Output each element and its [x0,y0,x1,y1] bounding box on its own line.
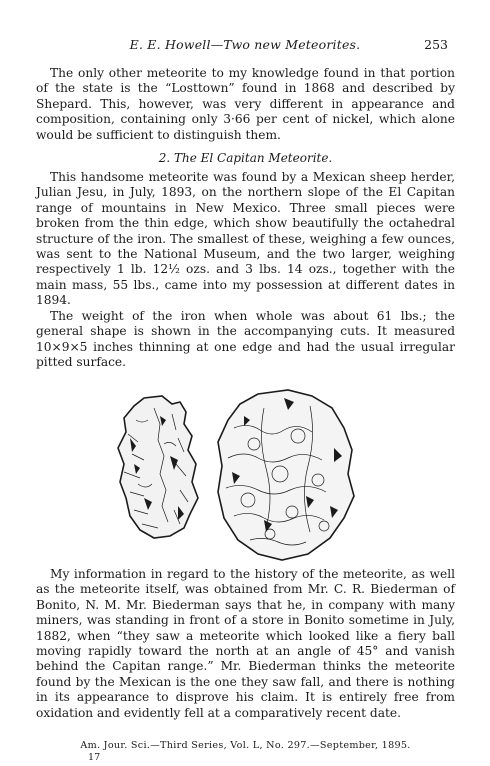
journal-citation: Am. Jour. Sci.—Third Series, Vol. L, No. 297.—September, 1895. [80,740,411,751]
paragraph-discovery: This handsome meteorite was found by a Mexican sheep herder, Julian Jesu, in July, 1893, on the northern slope of the El Capitan range of mountains in New Mexico. Three small pieces were broken from the thin edge, which show beautifully the octahedral structure of the iron. The smallest of these, weighing a few ounces, was sent to the National Museum, and the two larger, weighing respectively 1 lb. 12½ ozs. and 3 lbs. 14 ozs., together with the main mass, 55 lbs., came into my possession at different dates in 1894. [36,170,455,308]
meteorite-figures [36,388,455,566]
running-head [36,37,454,53]
section-heading: 2. The El Capitan Meteorite. [158,151,333,166]
paragraph-history: My information in regard to the history of the meteorite, as well as the meteorite itself, was obtained from Mr. C. R. Biederman of Bonito, N. M. Mr. Biederman says that he, in company with many miners, was standing in front of a store in Bonito sometime in July, 1882, when “they saw a meteorite which looked like a fiery ball moving rapidly toward the north at an angle of 45° and vanish behind the Capitan range.” Mr. Biederman thinks the meteorite found by the Mexican is the one they saw fall, and there is nothing in its appearance to disprove his claim. It is entirely free from oxidation and evidently fell at a comparatively recent date. [36,567,455,720]
paragraph-losttown: The only other meteorite to my knowledge found in that portion of the state is the “Losttown” found in 1868 and described by Shepard. This, however, was very different in appearance and composition, containing only 3·66 per cent of nickel, which alone would be sufficient to distinguish them. [36,66,455,142]
paragraph-weight: The weight of the iron when whole was about 61 lbs.; the general shape is shown in the accompanying cuts. It measured 10×9×5 inches thinning at one edge and had the usual irregular pitted surface. [36,308,455,369]
meteorite-cut-face-view [214,388,356,562]
meteorite-cut-edge-view [114,394,202,540]
page-number: 253 [424,37,448,52]
article-body-top [36,66,455,370]
article-body-bottom [36,567,455,721]
signature-mark: 17 [88,752,101,763]
running-title: E. E. Howell—Two new Meteorites. [129,37,361,52]
